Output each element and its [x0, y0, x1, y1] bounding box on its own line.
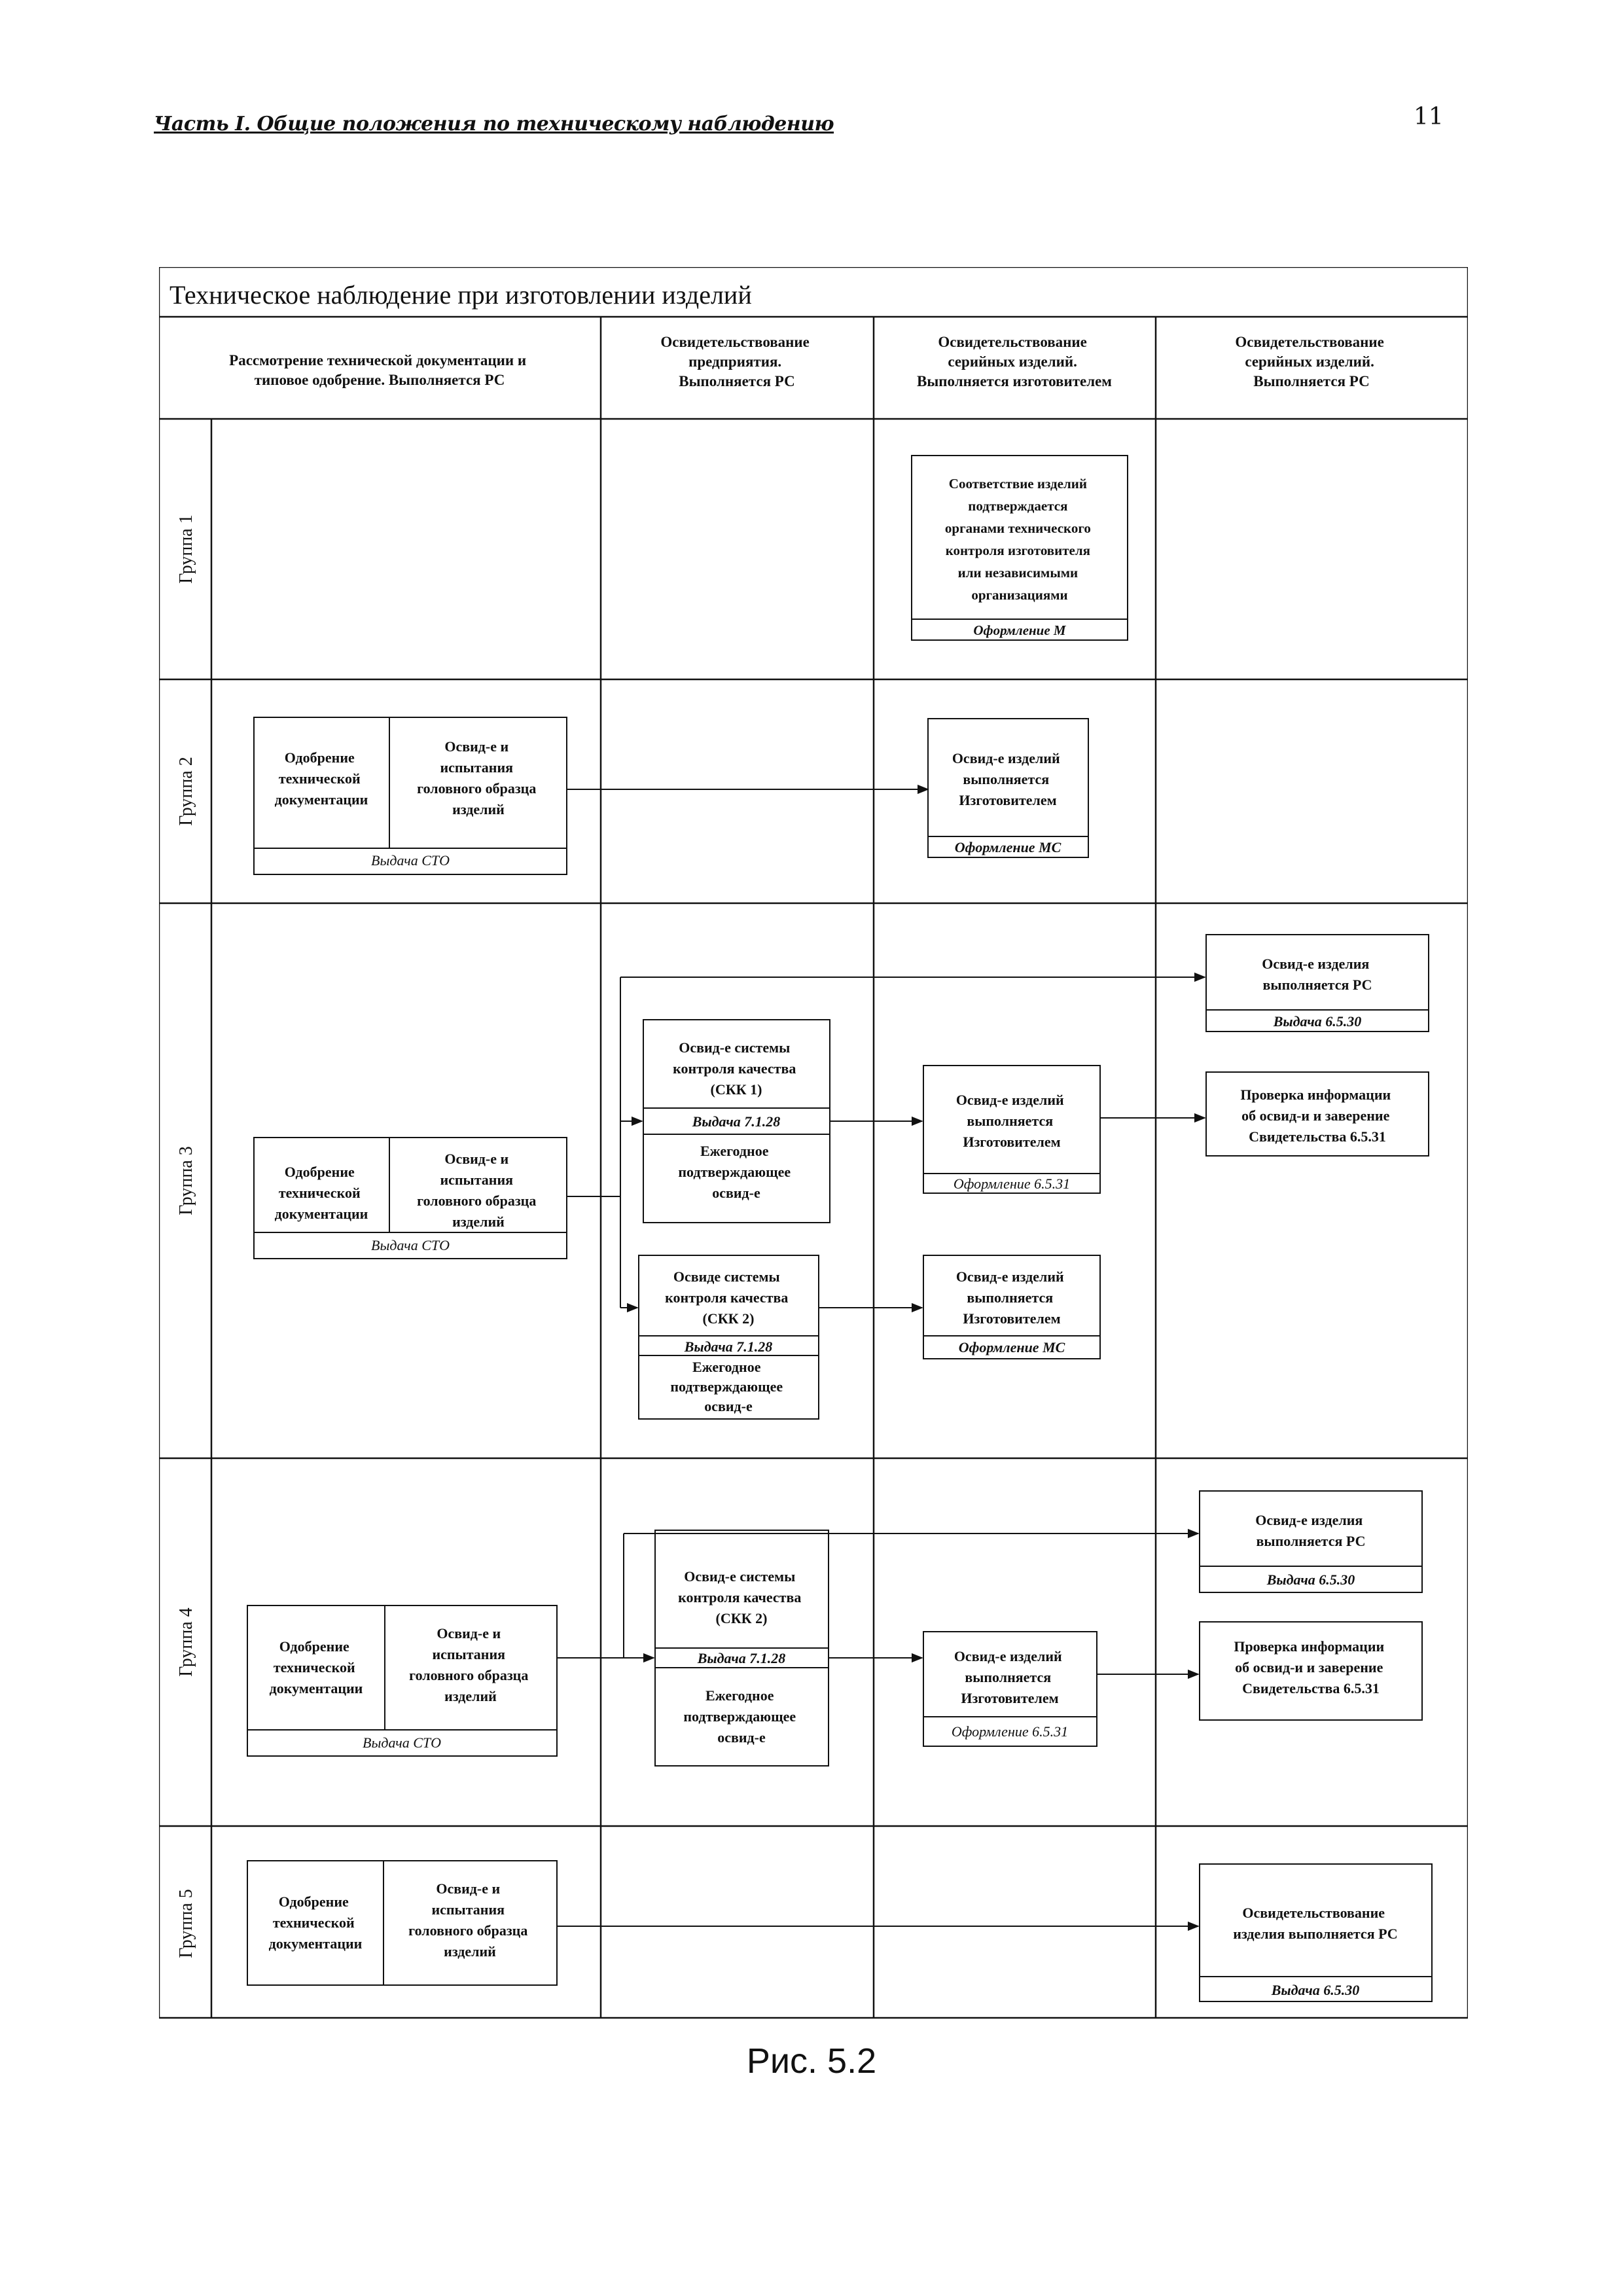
diagram-title: Техническое наблюдение при изготовлении изделий: [169, 280, 752, 310]
g4-tests-line-4: изделий: [444, 1688, 497, 1704]
g4-approval-line-1: Одобрение: [279, 1638, 349, 1655]
g3-qms2-annual-line-2: подтверждающее: [670, 1378, 783, 1395]
g3-rs-product-footer: Выдача 6.5.30: [1273, 1013, 1362, 1030]
g1-conformity-line-4: контроля изготовителя: [945, 543, 1091, 558]
g3-manufacturer1-footer: Оформление 6.5.31: [953, 1175, 1071, 1192]
g4-qms2-line-2: контроля качества: [678, 1589, 802, 1605]
g3-approval-line-3: документации: [274, 1206, 368, 1222]
column-header-1: [229, 352, 530, 388]
g2-tests-line-4: изделий: [452, 801, 505, 817]
g3-qms2-annual-line-1: Ежегодное: [692, 1359, 761, 1375]
g4-tests-line-3: головного образца: [409, 1667, 529, 1683]
column-header-4-line-3: Выполняется РС: [1253, 373, 1370, 389]
g3-rs-check-line-2: об освид-и и заверение: [1241, 1107, 1390, 1124]
column-header-3-line-3: Выполняется изготовителем: [917, 373, 1112, 389]
g3-manufacturer1-line-3: Изготовителем: [963, 1134, 1061, 1150]
g4-rs-product-line-1: Освид-е изделия: [1255, 1512, 1363, 1528]
g4-qms2-annual-line-3: освид-е: [717, 1729, 766, 1746]
g4-qms2-annual-line-2: подтверждающее: [683, 1708, 796, 1725]
g5-tests-line-4: изделий: [444, 1943, 496, 1960]
column-header-4-line-2: серийных изделий.: [1245, 353, 1374, 370]
g3-rs-product-box: [1262, 956, 1373, 993]
g1-conformity-line-6: организациями: [971, 587, 1068, 603]
g2-manufacturer-line-3: Изготовителем: [959, 792, 1057, 808]
g3-tests-line-1: Освид-е и: [444, 1151, 509, 1167]
g4-rs-check-box: [1234, 1638, 1387, 1696]
g3-manufacturer2-line-1: Освид-е изделий: [955, 1268, 1064, 1285]
g4-qms2-line-3: (СКК 2): [715, 1610, 768, 1626]
page-number: 11: [1414, 103, 1444, 130]
g3-qms2-box: [665, 1268, 792, 1327]
g4-approval-line-3: документации: [269, 1680, 363, 1696]
g5-tests-line-3: головного образца: [408, 1922, 528, 1939]
g3-qms1-annual: [678, 1143, 794, 1201]
g3-qms2-annual-line-3: освид-е: [704, 1398, 753, 1414]
column-header-4-line-1: Освидетельствование: [1235, 334, 1384, 350]
g1-conformity-line-3: органами технического: [944, 520, 1091, 536]
g3-qms2-footer: Выдача 7.1.28: [684, 1338, 773, 1355]
group-label-4: Группа 4: [176, 1607, 196, 1677]
g2-approval-line-3: документации: [274, 791, 368, 808]
g3-rs-product-line-1: Освид-е изделия: [1262, 956, 1370, 972]
column-header-2-line-3: Выполняется РС: [679, 373, 795, 389]
g4-tests-line-1: Освид-е и: [437, 1625, 501, 1641]
g3-tests-line-2: испытания: [440, 1172, 514, 1188]
g5-tests-line-1: Освид-е и: [436, 1880, 501, 1897]
g4-manufacturer-line-1: Освид-е изделий: [954, 1648, 1062, 1664]
g5-tests-line-2: испытания: [431, 1901, 505, 1918]
g5-rs-product-line-1: Освидетельствование: [1242, 1905, 1385, 1921]
group-label-5: Группа 5: [176, 1889, 196, 1958]
g2-manufacturer-line-1: Освид-е изделий: [952, 750, 1060, 766]
g4-tests-box: [409, 1625, 532, 1704]
g1-conformity-box: [945, 476, 1094, 603]
g1-conformity-line-1: Соответствие изделий: [948, 476, 1087, 492]
g3-approval-box: [275, 1164, 368, 1222]
g3-manufacturer2-box: [956, 1268, 1067, 1327]
g3-qms2-line-2: контроля качества: [665, 1289, 789, 1306]
g2-footer: Выдача СТО: [371, 852, 450, 869]
g3-manufacturer2-line-2: выполняется: [967, 1289, 1054, 1306]
g3-rs-check-line-1: Проверка информации: [1240, 1086, 1391, 1103]
g4-rs-product-box: [1255, 1512, 1366, 1549]
column-header-3-line-2: серийных изделий.: [948, 353, 1077, 370]
g4-rs-check-line-3: Свидетельства 6.5.31: [1242, 1680, 1380, 1696]
column-header-1-line-1: Рассмотрение технической документации и: [229, 352, 527, 368]
group-label-1: Группа 1: [176, 514, 196, 584]
g3-tests-line-3: головного образца: [417, 1193, 537, 1209]
g2-approval-line-1: Одобрение: [284, 749, 355, 766]
connectors: [557, 789, 1205, 1926]
g3-footer: Выдача СТО: [371, 1237, 450, 1253]
g2-tests-line-3: головного образца: [417, 780, 537, 797]
figure-caption: Рис. 5.2: [746, 2041, 877, 2081]
g3-qms1-footer: Выдача 7.1.28: [692, 1113, 781, 1130]
g5-approval-box: [269, 1893, 363, 1952]
process-diagram: [159, 267, 1468, 2021]
g4-qms2-annual-line-1: Ежегодное: [705, 1687, 774, 1704]
g2-tests-line-1: Освид-е и: [444, 738, 509, 755]
g3-qms2-line-3: (СКК 2): [702, 1310, 755, 1327]
g5-approval-line-1: Одобрение: [278, 1893, 349, 1910]
g3-rs-check-box: [1240, 1086, 1394, 1145]
g4-rs-product-line-2: выполняется РС: [1256, 1533, 1366, 1549]
g4-footer: Выдача СТО: [363, 1734, 441, 1751]
g2-tests-box: [417, 738, 540, 817]
g4-approval-box: [270, 1638, 363, 1696]
g2-tests-line-2: испытания: [440, 759, 514, 776]
box-outlines: [247, 456, 1432, 2001]
g5-rs-product-box: [1233, 1905, 1397, 1942]
g3-tests-line-4: изделий: [452, 1213, 505, 1230]
g3-qms1-line-3: (СКК 1): [710, 1081, 762, 1098]
g4-rs-product-footer: Выдача 6.5.30: [1266, 1571, 1355, 1588]
g3-qms1-box: [673, 1039, 800, 1098]
g5-tests-box: [408, 1880, 531, 1960]
g3-rs-product-line-2: выполняется РС: [1262, 977, 1372, 993]
g3-qms1-annual-line-1: Ежегодное: [700, 1143, 769, 1159]
column-header-4: [1235, 334, 1387, 389]
g4-rs-check-line-2: об освид-и и заверение: [1235, 1659, 1383, 1676]
g3-manufacturer2-footer: Оформление МС: [958, 1339, 1065, 1355]
g2-approval-line-2: технической: [278, 770, 361, 787]
g3-tests-box: [417, 1151, 540, 1230]
g3-qms2-annual: [670, 1359, 786, 1414]
g3-manufacturer2-line-3: Изготовителем: [963, 1310, 1061, 1327]
g4-qms2-line-1: Освид-е системы: [684, 1568, 796, 1585]
g4-qms2-footer: Выдача 7.1.28: [697, 1650, 786, 1666]
g3-qms1-annual-line-3: освид-е: [712, 1185, 760, 1201]
g3-qms1-line-1: Освид-е системы: [679, 1039, 791, 1056]
g4-rs-check-line-1: Проверка информации: [1234, 1638, 1385, 1655]
g5-rs-product-line-2: изделия выполняется РС: [1233, 1926, 1398, 1942]
g4-manufacturer-line-3: Изготовителем: [961, 1690, 1059, 1706]
column-header-1-line-2: типовое одобрение. Выполняется РС: [254, 372, 505, 388]
g4-qms2-annual: [683, 1687, 799, 1746]
column-header-3: [917, 334, 1112, 389]
g2-manufacturer-footer: Оформление МС: [954, 839, 1061, 855]
group-label-2: Группа 2: [176, 757, 196, 826]
g3-rs-check-line-3: Свидетельства 6.5.31: [1249, 1128, 1386, 1145]
g2-approval-box: [275, 749, 368, 808]
g3-manufacturer1-box: [956, 1092, 1067, 1150]
column-header-2: [660, 334, 813, 389]
g3-qms1-line-2: контроля качества: [673, 1060, 796, 1077]
g1-conformity-footer: Оформление М: [973, 622, 1066, 638]
group-label-3: Группа 3: [176, 1146, 196, 1215]
g4-qms2-box: [678, 1568, 805, 1626]
g2-manufacturer-line-2: выполняется: [963, 771, 1050, 787]
column-header-2-line-2: предприятия.: [688, 353, 782, 370]
g1-conformity-line-5: или независимыми: [957, 565, 1079, 581]
g3-qms2-line-1: Освиде системы: [673, 1268, 780, 1285]
g3-manufacturer1-line-2: выполняется: [967, 1113, 1054, 1129]
g5-approval-line-2: технической: [272, 1914, 355, 1931]
g5-rs-product-footer: Выдача 6.5.30: [1271, 1982, 1360, 1998]
column-header-2-line-1: Освидетельствование: [660, 334, 810, 350]
g4-manufacturer-box: [954, 1648, 1065, 1706]
g5-approval-line-3: документации: [268, 1935, 363, 1952]
running-header: Часть I. Общие положения по техническому наблюдению: [154, 113, 834, 135]
g4-approval-line-2: технической: [273, 1659, 355, 1676]
g1-conformity-line-2: подтверждается: [968, 498, 1068, 514]
g4-tests-line-2: испытания: [432, 1646, 506, 1662]
g3-qms1-annual-line-2: подтверждающее: [678, 1164, 791, 1180]
g4-manufacturer-line-2: выполняется: [965, 1669, 1052, 1685]
g3-approval-line-2: технической: [278, 1185, 361, 1201]
g3-approval-line-1: Одобрение: [284, 1164, 355, 1180]
g2-manufacturer-box: [952, 750, 1063, 808]
g4-manufacturer-footer: Оформление 6.5.31: [951, 1723, 1069, 1740]
column-header-3-line-1: Освидетельствование: [938, 334, 1087, 350]
g3-manufacturer1-line-1: Освид-е изделий: [955, 1092, 1064, 1108]
